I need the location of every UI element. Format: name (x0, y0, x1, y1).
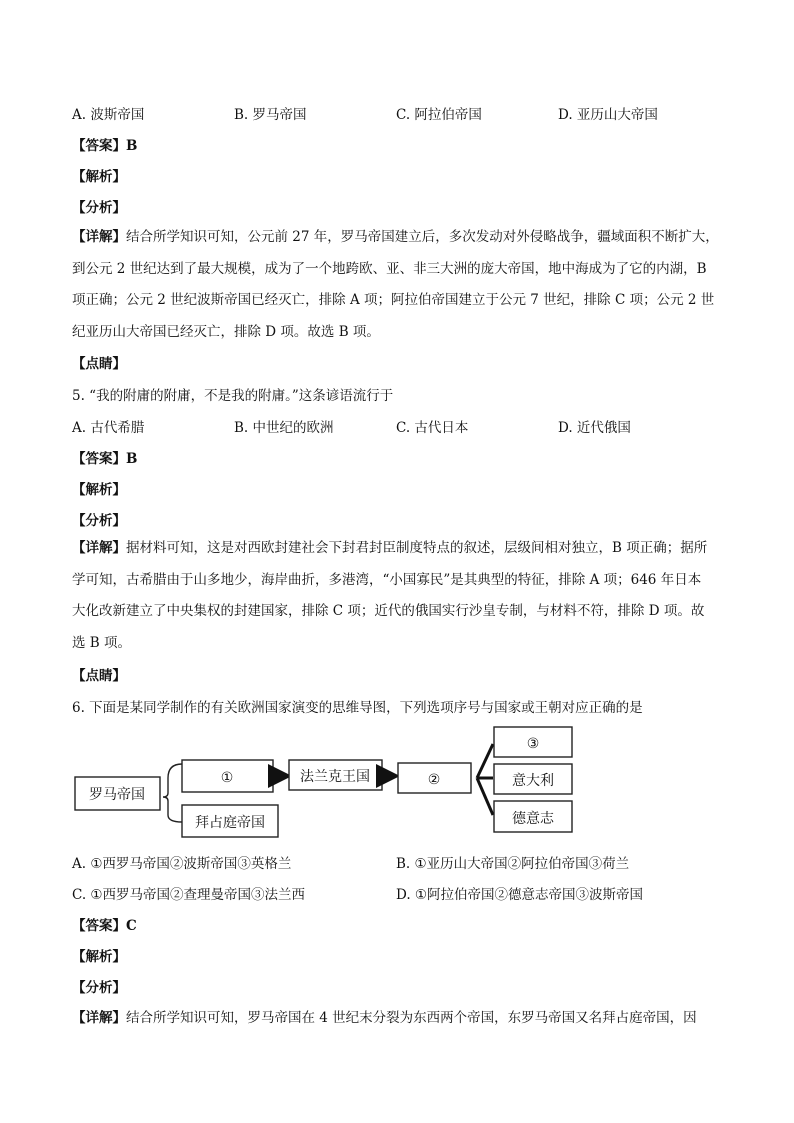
slot1-label: ① (220, 770, 234, 786)
frank-label: 法兰克王国 (300, 769, 370, 785)
q5-detail-line-1: 据材料可知，这是对西欧封建社会下封君封臣制度特点的叙述，层级间相对独立，B 项正确；据所 (126, 540, 708, 556)
q6-option-c: C. ①西罗马帝国②查理曼帝国③法兰西 (72, 887, 306, 903)
q4-answer: 【答案】B (72, 138, 138, 154)
q5-detail-line-4: 选 B 项。 (72, 634, 132, 651)
q4-option-c: C. 阿拉伯帝国 (396, 107, 482, 123)
q4-detail-line-3: 项正确；公元 2 世纪波斯帝国已经灭亡，排除 A 项；阿拉伯帝国建立于公元 7 世纪，排除 C 项；公元 2 世 (72, 292, 715, 308)
q4-detail-tag: 【详解】 (72, 229, 126, 245)
q5-dianjing-heading: 【点睛】 (72, 668, 126, 684)
q6-option-d: D. ①阿拉伯帝国②德意志帝国③波斯帝国 (396, 887, 644, 903)
q6-fenxi-heading: 【分析】 (72, 980, 126, 996)
q6-detail (72, 1003, 722, 1035)
q4-jiexi-heading: 【解析】 (72, 169, 126, 185)
q5-option-c: C. 古代日本 (396, 420, 469, 436)
fan-line-top (477, 744, 493, 778)
q6-detail-line-1: 结合所学知识可知，罗马帝国在 4 世纪末分裂为东西两个帝国，东罗马帝国又名拜占庭帝国，因 (126, 1010, 697, 1026)
q4-option-a: A. 波斯帝国 (72, 107, 145, 123)
q5-fenxi-heading: 【分析】 (72, 513, 126, 529)
q6-question: 6. 下面是某同学制作的有关欧洲国家演变的思维导图，下列选项序号与国家或王朝对应正确的是 (72, 700, 643, 716)
q4-detail-line-4: 纪亚历山大帝国已经灭亡，排除 D 项。故选 B 项。 (72, 323, 380, 340)
q5-detail-tag: 【详解】 (72, 540, 126, 556)
fan-line-bottom (477, 778, 493, 815)
italy-label: 意大利 (512, 773, 554, 789)
q5-option-b: B. 中世纪的欧洲 (234, 420, 334, 436)
root-bracket (163, 764, 182, 822)
q4-fenxi-heading: 【分析】 (72, 200, 126, 216)
slot3-label: ③ (526, 736, 540, 752)
q6-detail-tag: 【详解】 (72, 1010, 126, 1026)
q4-option-d: D. 亚历山大帝国 (558, 107, 658, 123)
q5-detail-line-3: 大化改新建立了中央集权的封建国家，排除 C 项；近代的俄国实行沙皇专制，与材料不符，排除 D 项。故 (72, 603, 705, 619)
q4-dianjing-heading: 【点睛】 (72, 356, 126, 372)
q4-detail-line-2: 到公元 2 世纪达到了最大规模，成为了一个地跨欧、亚、非三大洲的庞大帝国，地中海成为了它的内湖，B (72, 260, 707, 277)
germany-label: 德意志 (512, 811, 554, 827)
q5-jiexi-heading: 【解析】 (72, 482, 126, 498)
q5-answer: 【答案】B (72, 451, 138, 467)
slot2-label: ② (427, 772, 441, 788)
q5-question: 5. “我的附庸的附庸，不是我的附庸。”这条谚语流行于 (72, 388, 394, 404)
byzantine-label: 拜占庭帝国 (195, 815, 265, 831)
q5-detail-line-2: 学可知，古希腊由于山多地少，海岸曲折，多港湾，“小国寡民”是其典型的特征，排除 A 项；646 年日本 (72, 571, 702, 588)
q4-detail-line-1: 结合所学知识可知，公元前 27 年，罗马帝国建立后，多次发动对外侵略战争，疆域面积不断扩大， (126, 229, 719, 245)
q5-option-d: D. 近代俄国 (558, 420, 631, 436)
root-label: 罗马帝国 (89, 787, 145, 803)
q5-option-a: A. 古代希腊 (72, 420, 145, 436)
q6-jiexi-heading: 【解析】 (72, 949, 126, 965)
q6-option-a: A. ①西罗马帝国②波斯帝国③英格兰 (72, 856, 292, 872)
q6-answer: 【答案】C (72, 918, 137, 934)
q4-option-b: B. 罗马帝国 (234, 107, 307, 123)
q6-option-b: B. ①亚历山大帝国②阿拉伯帝国③荷兰 (396, 856, 630, 872)
